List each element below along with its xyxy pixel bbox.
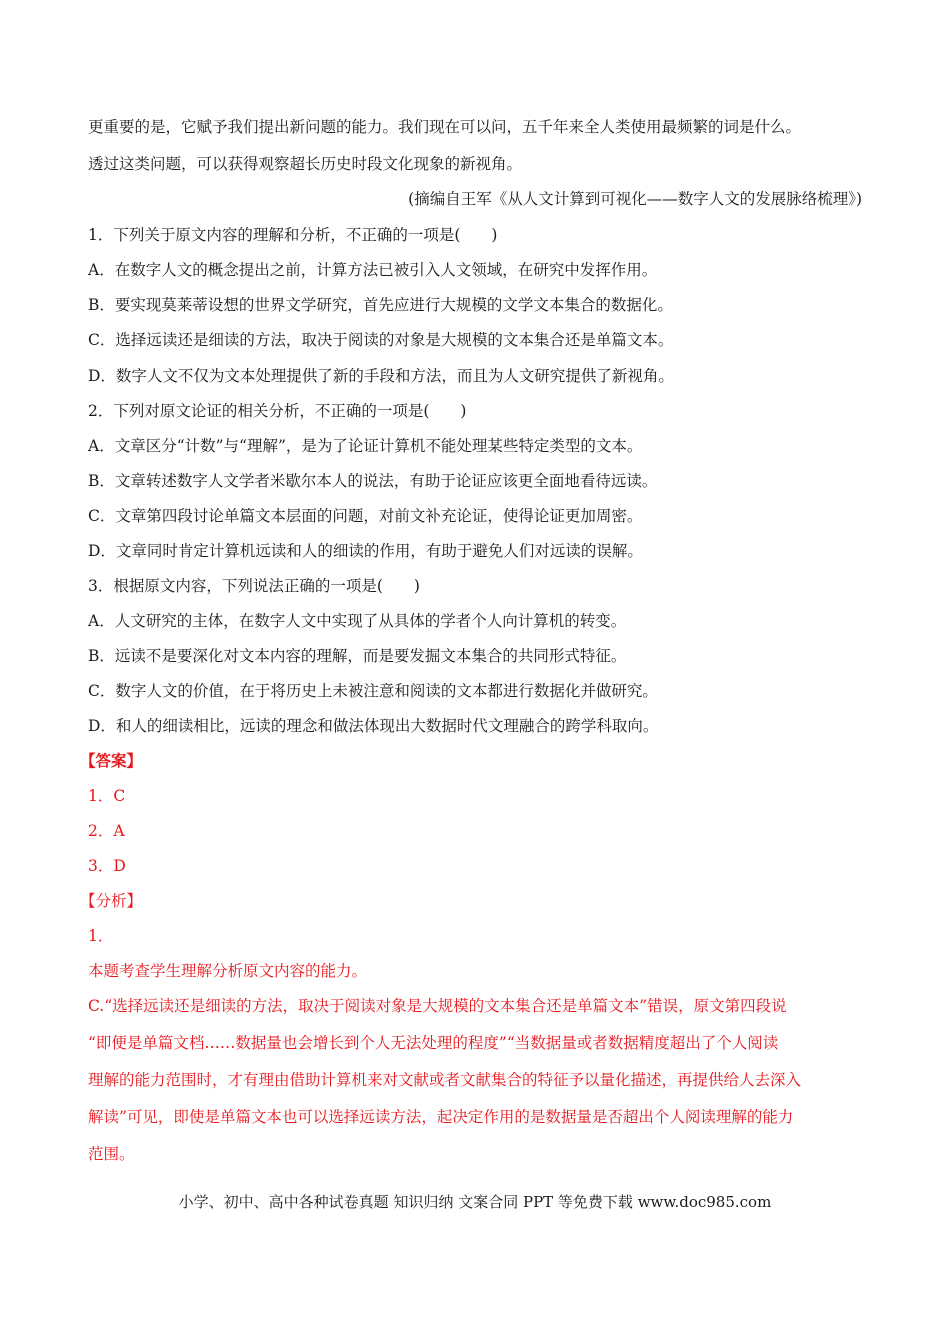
question-3-option-d: D．和人的细读相比，远读的理念和做法体现出大数据时代文理融合的跨学科取向。 <box>88 717 659 735</box>
analysis-line-4: 解读”可见，即使是单篇文本也可以选择远读方法，起决定作用的是数据量是否超出个人阅读理解的能力 <box>88 1108 794 1126</box>
passage-source: (摘编自王军《从人文计算到可视化——数字人文的发展脉络梳理》) <box>408 190 862 208</box>
question-1-option-c: C．选择远读还是细读的方法，取决于阅读的对象是大规模的文本集合还是单篇文本。 <box>88 331 674 349</box>
analysis-heading: 【分析】 <box>80 892 143 910</box>
question-1-stem: 1．下列关于原文内容的理解和分析，不正确的一项是( ) <box>88 226 498 244</box>
answer-heading: 【答案】 <box>80 751 143 770</box>
analysis-line-2: “即便是单篇文档……数据量也会增长到个人无法处理的程度”“当数据量或者数据精度超出了个人阅读 <box>88 1034 779 1052</box>
answer-item-1: 1．C <box>88 787 126 805</box>
question-2-option-a: A．文章区分“计数”与“理解”，是为了论证计算机不能处理某些特定类型的文本。 <box>88 437 643 455</box>
question-2-option-b: B．文章转述数字人文学者米歇尔本人的说法，有助于论证应该更全面地看待远读。 <box>88 472 658 490</box>
question-2-stem: 2．下列对原文论证的相关分析，不正确的一项是( ) <box>88 402 467 420</box>
passage-line-2: 透过这类问题，可以获得观察超长历史时段文化现象的新视角。 <box>88 155 523 173</box>
answer-item-3: 3．D <box>88 857 126 875</box>
question-3-option-a: A．人文研究的主体，在数字人文中实现了从具体的学者个人向计算机的转变。 <box>88 612 627 630</box>
analysis-line-3: 理解的能力范围时，才有理由借助计算机来对文献或者文献集合的特征予以量化描述，再提供给人去深入 <box>88 1071 802 1089</box>
passage-line-1: 更重要的是，它赋予我们提出新问题的能力。我们现在可以问，五千年来全人类使用最频繁的词是什么。 <box>88 118 802 136</box>
question-1-option-a: A．在数字人文的概念提出之前，计算方法已被引入人文领域，在研究中发挥作用。 <box>88 261 658 279</box>
question-2-option-c: C．文章第四段讨论单篇文本层面的问题，对前文补充论证，使得论证更加周密。 <box>88 507 643 525</box>
analysis-intro: 本题考查学生理解分析原文内容的能力。 <box>88 962 368 980</box>
question-3-stem: 3．根据原文内容，下列说法正确的一项是( ) <box>88 577 420 595</box>
question-1-option-d: D．数字人文不仅为文本处理提供了新的手段和方法，而且为人文研究提供了新视角。 <box>88 367 674 385</box>
answer-item-2: 2．A <box>88 822 125 840</box>
question-2-option-d: D．文章同时肯定计算机远读和人的细读的作用，有助于避免人们对远读的误解。 <box>88 542 643 560</box>
page-footer: 小学、初中、高中各种试卷真题 知识归纳 文案合同 PPT 等免费下载 www.doc985.com <box>178 1193 772 1211</box>
question-3-option-b: B．远读不是要深化对文本内容的理解，而是要发掘文本集合的共同形式特征。 <box>88 647 627 665</box>
analysis-number: 1． <box>88 927 114 945</box>
question-3-option-c: C．数字人文的价值，在于将历史上未被注意和阅读的文本都进行数据化并做研究。 <box>88 682 658 700</box>
analysis-line-5: 范围。 <box>88 1145 135 1163</box>
question-1-option-b: B．要实现莫莱蒂设想的世界文学研究，首先应进行大规模的文学文本集合的数据化。 <box>88 296 673 314</box>
analysis-line-1: C.“选择远读还是细读的方法，取决于阅读对象是大规模的文本集合还是单篇文本”错误，原文第四段说 <box>88 997 787 1015</box>
